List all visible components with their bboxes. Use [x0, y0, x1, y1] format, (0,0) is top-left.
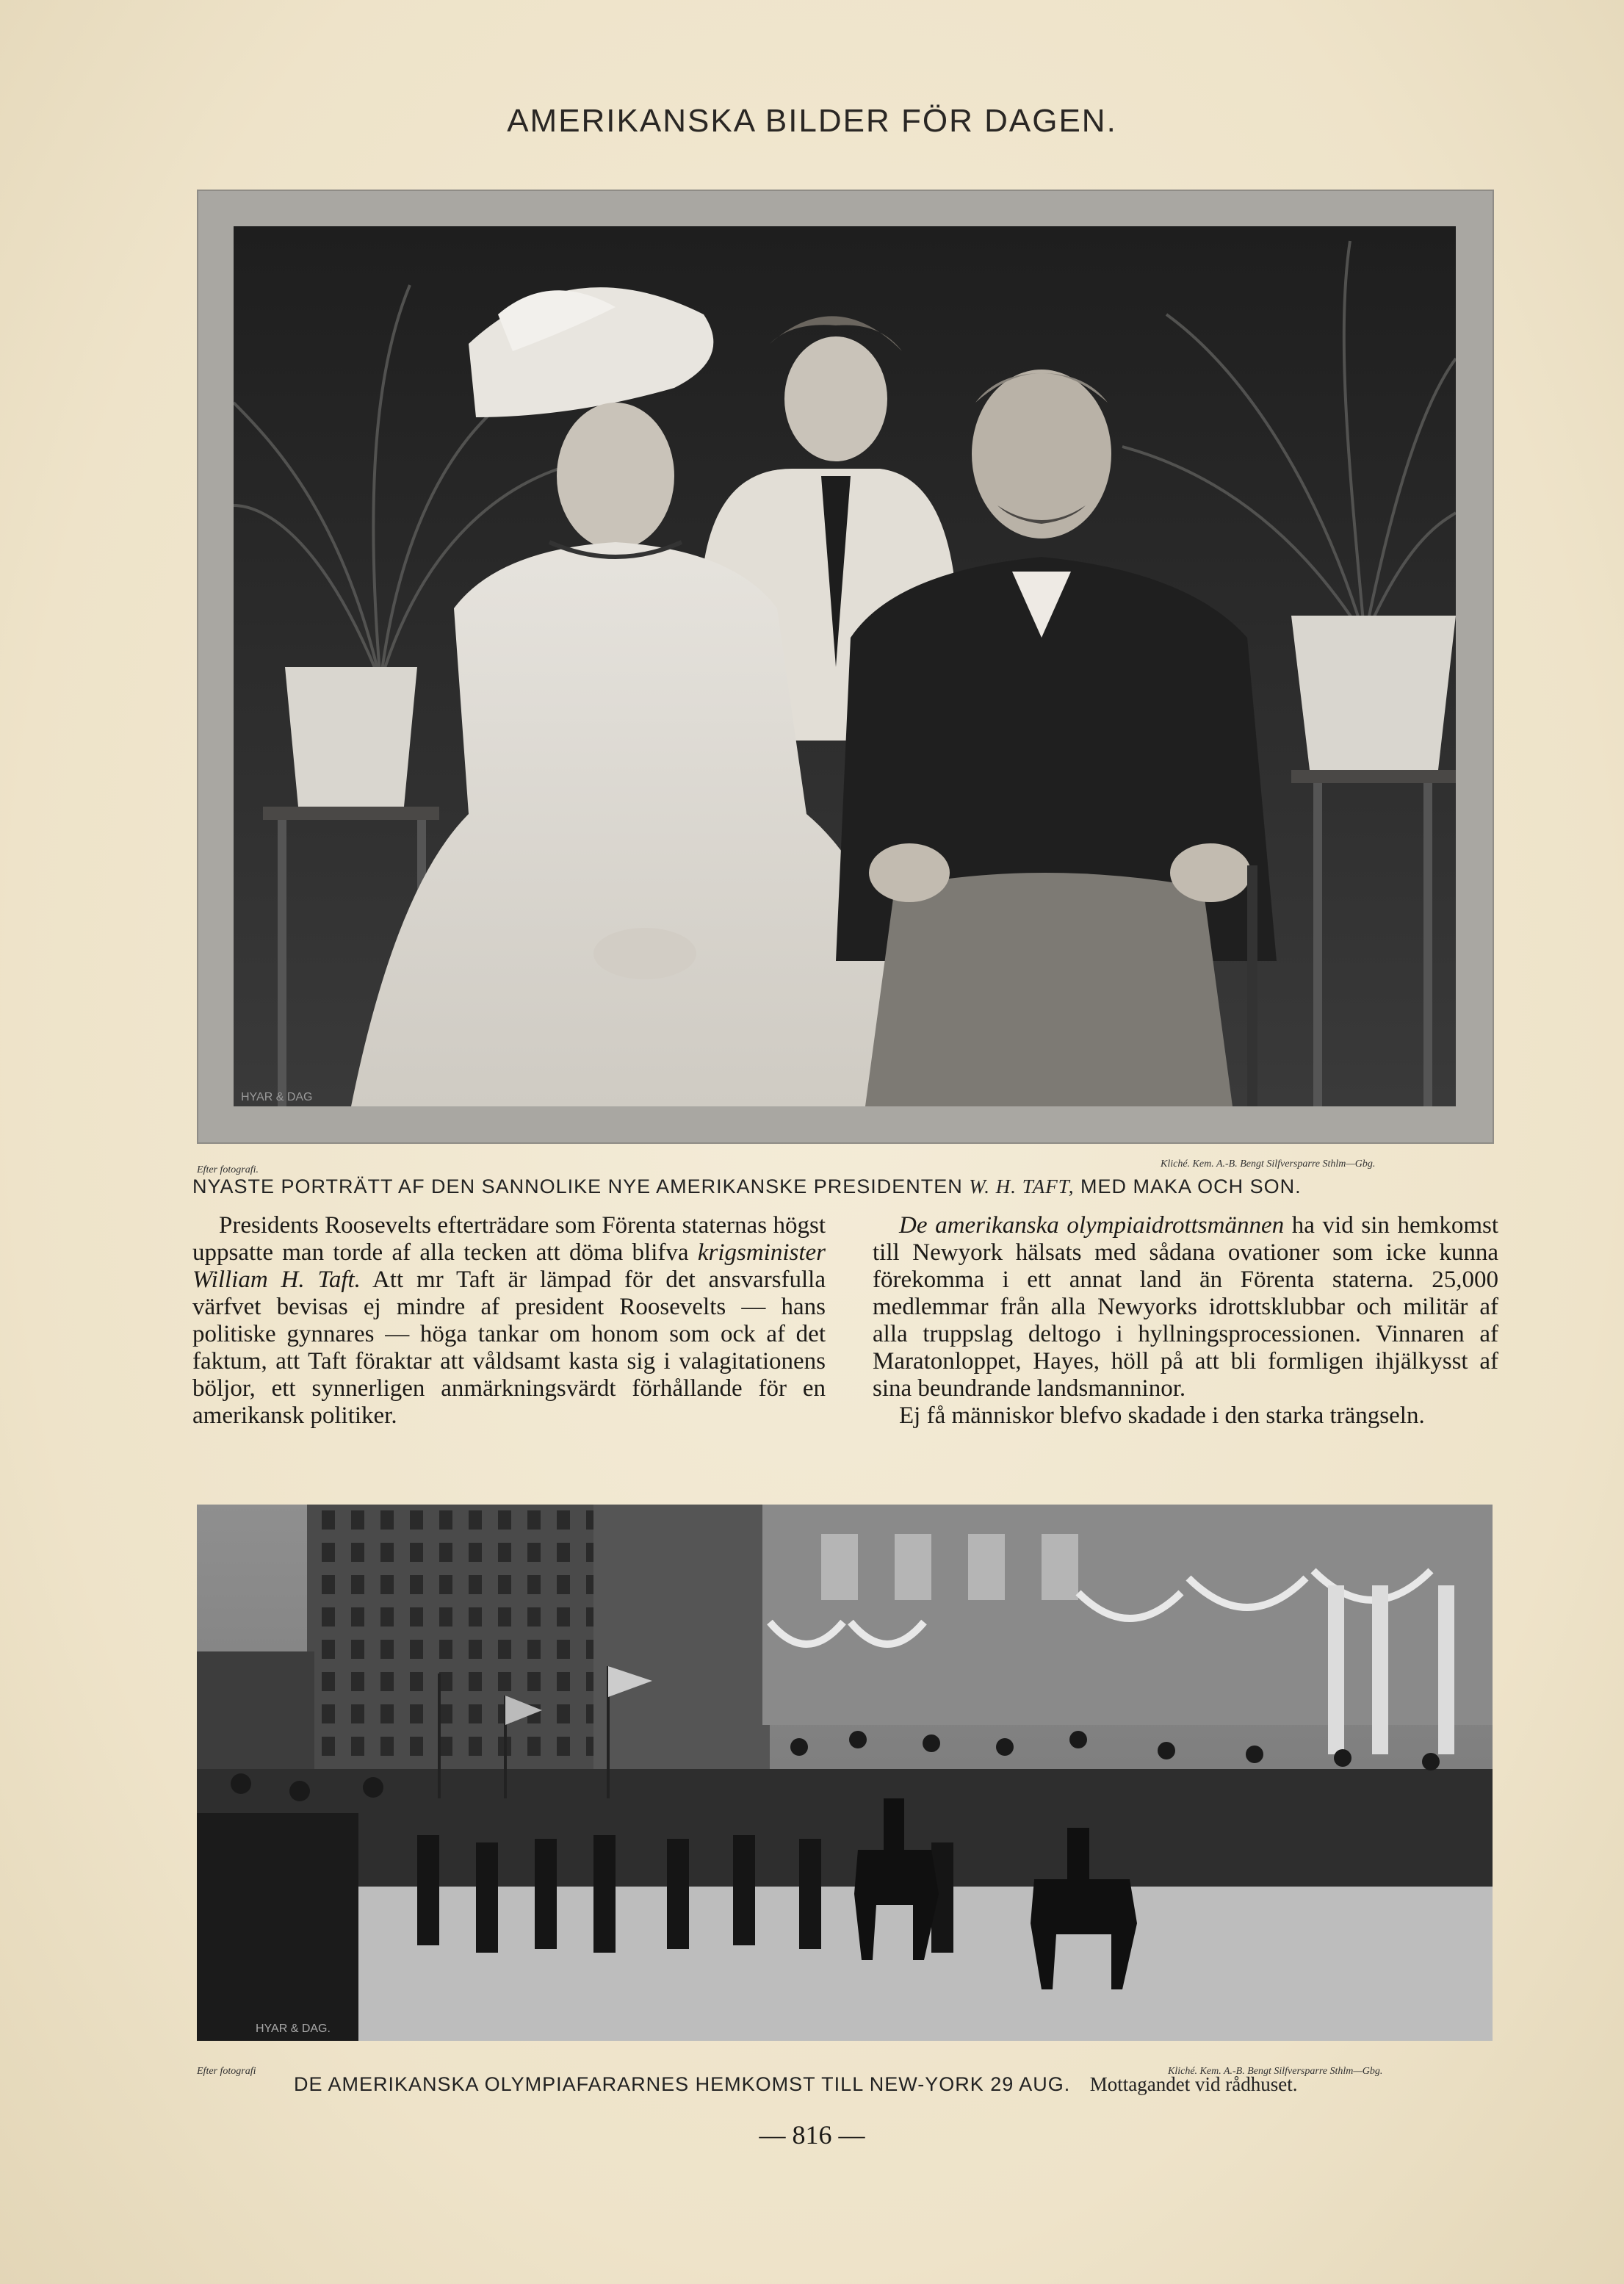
olympians-lead: De amerikanska olympiaidrottsmännen — [899, 1212, 1285, 1239]
portrait-credit-left: Efter fotografi. — [197, 1164, 259, 1175]
parade-photographer-mark: HYAR & DAG. — [256, 2022, 331, 2035]
page-number: — 816 — — [759, 2120, 865, 2150]
olympians-paragraph — [873, 1212, 1498, 1402]
page-header: AMERIKANSKA BILDER FÖR DAGEN. — [507, 103, 1117, 139]
parade-credit-left: Efter fotografi — [197, 2066, 256, 2077]
portrait-caption-part1: NYASTE PORTRÄTT AF DEN SANNOLIKE NYE AMERIKANSKE PRESIDENTEN — [192, 1175, 963, 1197]
taft-text-2: Att mr Taft är lämpad för det ansvarsfulla värfvet bevisas ej mindre af president Roosevelts — hans politiske gynnares — höga tankar om honom som ock af det faktum, att Taft föraktar att våldsamt kasta sig i valagitationens böljor, ett synnerligen anmärkningsvärdt förhållande för en amerikansk politiker. — [192, 1267, 826, 1429]
parade-caption-main: DE AMERIKANSKA OLYMPIAFARARNES HEMKOMST TILL NEW-YORK 29 AUG. — [294, 2073, 1071, 2095]
portrait-credit-right: Kliché. Kem. A.-B. Bengt Silfversparre Sthlm—Gbg. — [1161, 1159, 1376, 1170]
taft-portrait-photo — [234, 226, 1456, 1106]
parade-photo — [197, 1505, 1493, 2041]
injuries-paragraph: Ej få människor blefvo skadade i den starka trängseln. — [899, 1402, 1425, 1429]
parade-credit-right: Kliché. Kem. A.-B. Bengt Silfversparre Sthlm—Gbg. — [1168, 2066, 1383, 2077]
portrait-caption-part2: MED MAKA OCH SON. — [1080, 1175, 1302, 1197]
taft-portrait-illustration — [234, 226, 1456, 1106]
parade-illustration — [197, 1505, 1493, 2041]
portrait-caption — [192, 1175, 1507, 1198]
article-left-column — [192, 1212, 826, 1430]
olympians-text: ha vid sin hemkomst till Newyork hälsats med sådana ovationer som icke kunna förekomma i ett annat land än Förenta staterna. 25,000 medlemmar från alla Newyorks idrottsklubbar och militär af alla truppslag deltogo i hyllningsprocessionen. Vinnaren af Maratonloppet, Hayes, höll på att bli formligen ihjälkysst af sina beundrande landsmanninor. — [873, 1212, 1499, 1402]
taft-text-1: Presidents Roosevelts efterträdare som Förenta staternas högst uppsatte man torde af alla tecken att döma blifva — [192, 1212, 826, 1266]
parade-caption-tail: Mottagandet vid rådhuset. — [1089, 2073, 1298, 2095]
article-right-column — [873, 1212, 1498, 1430]
parade-caption — [294, 2073, 1498, 2096]
taft-title: krigsminister William H. Taft. — [192, 1239, 826, 1293]
taft-portrait-frame — [197, 190, 1494, 1144]
portrait-caption-name: W. H. TAFT, — [969, 1175, 1075, 1197]
taft-paragraph — [192, 1212, 826, 1430]
portrait-photographer-mark: HYAR & DAG — [241, 1091, 313, 1103]
